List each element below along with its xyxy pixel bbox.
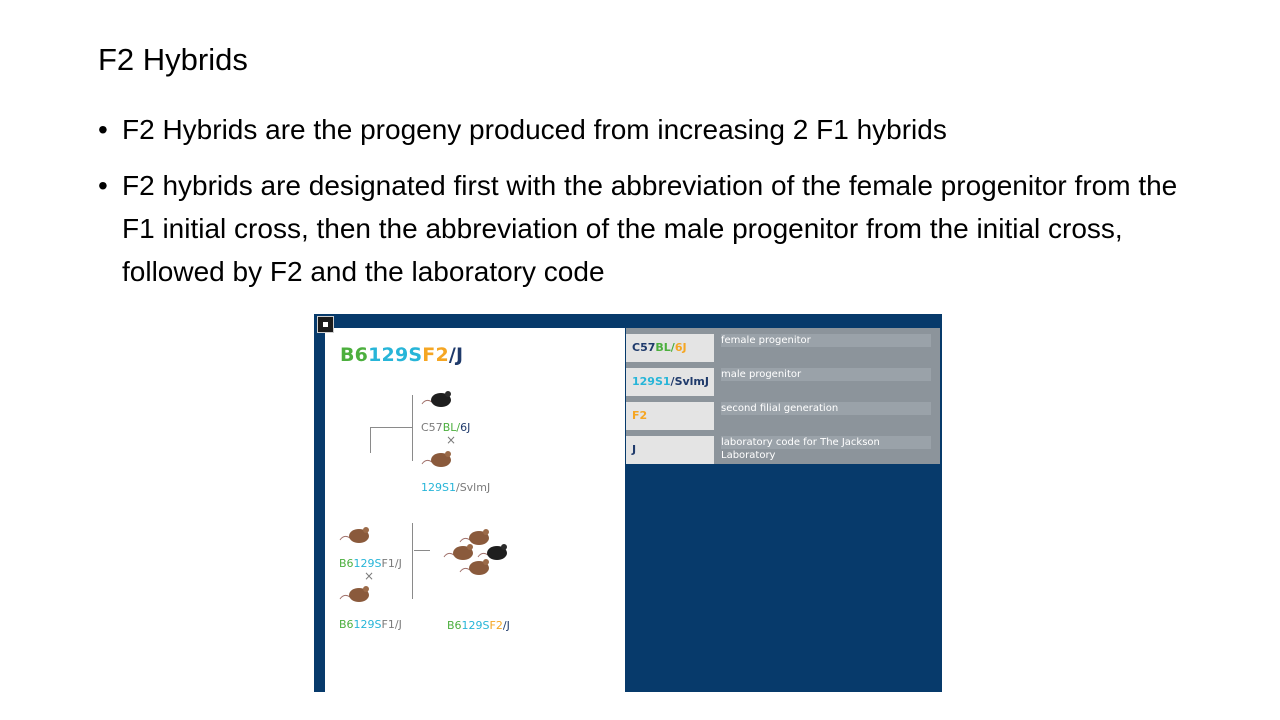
- cross-line: [412, 523, 413, 599]
- f2-label: [447, 619, 510, 632]
- code-part: F2: [632, 409, 648, 422]
- legend-code: [626, 368, 714, 396]
- bullet-text: F2 Hybrids are the progeny produced from increasing 2 F1 hybrids: [122, 114, 947, 145]
- legend-description: second filial generation: [721, 402, 931, 415]
- legend-code: [626, 402, 714, 430]
- label-part: F2: [489, 619, 503, 632]
- label-part: 129S: [461, 619, 490, 632]
- label-part: B6: [447, 619, 462, 632]
- legend-description: laboratory code for The Jackson Laboratory: [721, 436, 931, 449]
- label-part: 129S: [353, 557, 382, 570]
- bullet-item: • F2 Hybrids are the progeny produced from increasing 2 F1 hybrids: [98, 114, 947, 145]
- brown-mouse-icon: [458, 554, 492, 576]
- bullet-text: F2 hybrids are designated first with the abbreviation of the female progenitor from the F1 initial cross, then the abbreviation of the male progenitor from the initial cross, followed by F2 and the laboratory code: [122, 170, 1178, 287]
- label-part: BL/: [442, 421, 461, 434]
- figure-white-panel: [325, 328, 625, 692]
- legend-description: female progenitor: [721, 334, 931, 347]
- bullet-list: [98, 108, 1178, 306]
- label-part: 129S1: [421, 481, 456, 494]
- cross-line: [414, 550, 430, 551]
- legend-row: [626, 368, 940, 396]
- legend-description: male progenitor: [721, 368, 931, 381]
- code-part: 6J: [674, 341, 687, 354]
- title-part: F2: [422, 344, 449, 366]
- legend-row: [626, 402, 940, 430]
- code-part: C57: [632, 341, 656, 354]
- label-part: 6J: [460, 421, 471, 434]
- figure-handle-icon[interactable]: [317, 316, 334, 333]
- label-part: 129S: [353, 618, 382, 631]
- legend-row: [626, 436, 940, 464]
- bullet-item: • F2 hybrids are designated first with the abbreviation of the female progenitor from the F1 initial cross, then the abbreviation of the male progenitor from the initial cross, followed by F2 and the laboratory code: [98, 170, 1178, 287]
- strain-name-title: [340, 344, 463, 366]
- cross-symbol: ×: [446, 433, 457, 447]
- label-part: F1/J: [381, 557, 402, 570]
- label-part: C57: [421, 421, 443, 434]
- legend-code: [626, 436, 714, 464]
- legend-row: [626, 334, 940, 362]
- cross-line: [370, 427, 371, 453]
- code-part: BL/: [655, 341, 675, 354]
- brown-mouse-icon: [420, 446, 454, 468]
- brown-mouse-icon: [338, 522, 372, 544]
- cross-line: [412, 395, 413, 461]
- legend-code: [626, 334, 714, 362]
- label-part: /J: [502, 619, 510, 632]
- code-part: 129S1: [632, 375, 671, 388]
- label-part: B6: [339, 618, 354, 631]
- cross-symbol: ×: [364, 569, 375, 583]
- f1-label-bottom: [339, 618, 402, 631]
- title-part: /J: [448, 344, 464, 366]
- slide-title: F2 Hybrids: [98, 42, 248, 77]
- code-part: J: [632, 443, 637, 456]
- label-part: /SvlmJ: [455, 481, 491, 494]
- title-part: B6: [340, 344, 369, 366]
- label-part: B6: [339, 557, 354, 570]
- title-part: 129S: [368, 344, 423, 366]
- code-part: /SvlmJ: [670, 375, 709, 388]
- parent-male-label: [421, 481, 490, 494]
- brown-mouse-icon: [338, 581, 372, 603]
- label-part: F1/J: [381, 618, 402, 631]
- cross-line: [370, 427, 412, 428]
- black-mouse-icon: [420, 386, 454, 408]
